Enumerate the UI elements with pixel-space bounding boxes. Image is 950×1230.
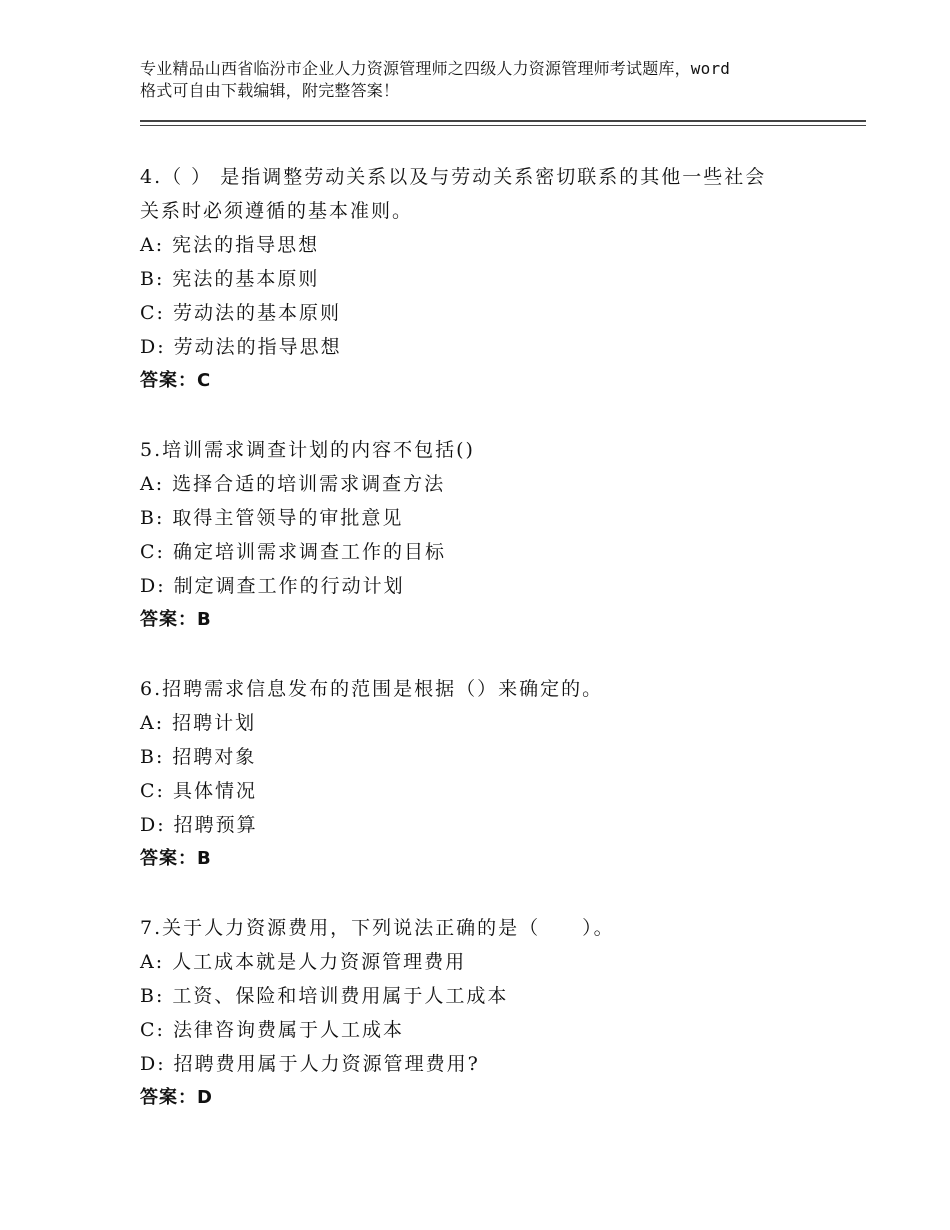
option-b: B: 招聘对象 <box>140 746 257 768</box>
question-5 <box>140 433 840 637</box>
header-divider-thin <box>140 125 866 126</box>
option-a: A: 选择合适的培训需求调查方法 <box>140 473 446 495</box>
question-stem: 4.（ ） 是指调整劳动关系以及与劳动关系密切联系的其他一些社会 <box>140 166 767 188</box>
option-d: D: 招聘费用属于人力资源管理费用? <box>140 1053 480 1075</box>
question-4 <box>140 160 840 398</box>
question-stem: 7.关于人力资源费用，下列说法正确的是（ ）。 <box>140 917 615 939</box>
document-header <box>140 58 840 102</box>
option-a: A: 招聘计划 <box>140 712 257 734</box>
question-7 <box>140 911 840 1115</box>
option-c: C: 劳动法的基本原则 <box>140 302 341 324</box>
option-b: B: 宪法的基本原则 <box>140 268 320 290</box>
answer-label: 答案：B <box>140 848 212 869</box>
option-b: B: 工资、保险和培训费用属于人工成本 <box>140 985 509 1007</box>
option-c: C: 法律咨询费属于人工成本 <box>140 1019 404 1041</box>
option-a: A: 人工成本就是人力资源管理费用 <box>140 951 467 973</box>
option-d: D: 制定调查工作的行动计划 <box>140 575 405 597</box>
question-6 <box>140 672 840 876</box>
answer-label: 答案：D <box>140 1087 213 1108</box>
option-d: D: 劳动法的指导思想 <box>140 336 342 358</box>
answer-label: 答案：B <box>140 609 212 630</box>
option-d: D: 招聘预算 <box>140 814 258 836</box>
option-c: C: 具体情况 <box>140 780 257 802</box>
option-c: C: 确定培训需求调查工作的目标 <box>140 541 446 563</box>
option-a: A: 宪法的指导思想 <box>140 234 320 256</box>
question-stem: 关系时必须遵循的基本准则。 <box>140 200 414 222</box>
header-title-line-1: 专业精品山西省临汾市企业人力资源管理师之四级人力资源管理师考试题库，word <box>140 59 731 78</box>
header-title-line-2: 格式可自由下载编辑，附完整答案！ <box>140 81 400 100</box>
question-stem: 5.培训需求调查计划的内容不包括() <box>140 439 475 461</box>
header-divider-thick <box>140 120 866 122</box>
question-stem: 6.招聘需求信息发布的范围是根据（）来确定的。 <box>140 678 604 700</box>
option-b: B: 取得主管领导的审批意见 <box>140 507 404 529</box>
answer-label: 答案：C <box>140 370 212 391</box>
